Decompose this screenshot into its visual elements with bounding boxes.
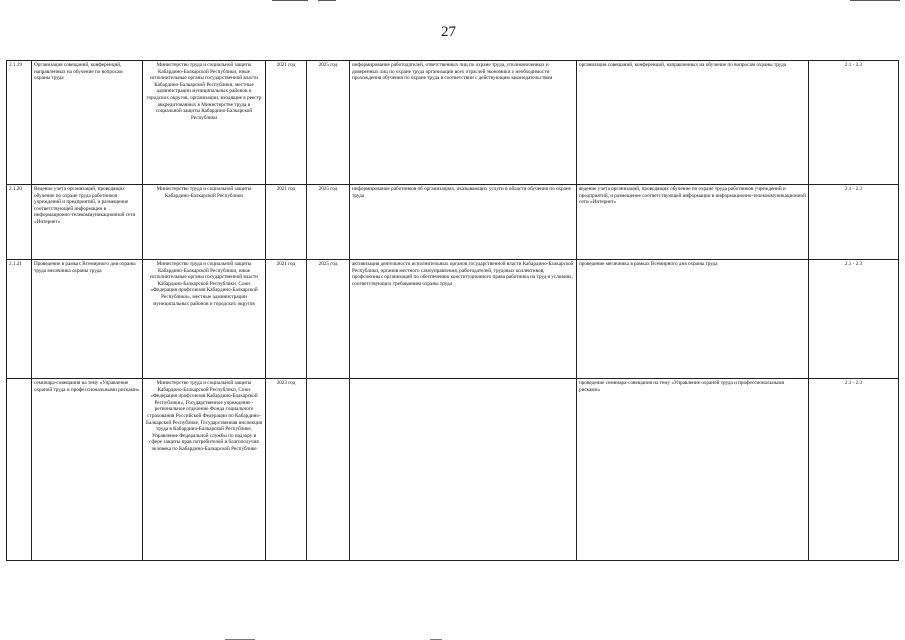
cell-activity: Организация совещаний, конференций, направленных на обучение по вопросам охраны труда: [32, 61, 143, 185]
cell-indicator: проведение семинара-совещания на тему «Управление охраной труда и профессиональными рисками»: [577, 379, 809, 561]
cell-expected-result: активизация деятельности исполнительных органов государственной власти Кабардино-Балкарской Республики, органов местного самоуправления, работодателей, трудовых коллективов, профсоюзных организаций по обеспечению конституционного права работника на труд в условиях, соответствующих требованиям охраны труда: [350, 260, 577, 379]
cell-expected-result: [350, 379, 577, 561]
table-row: [7, 185, 899, 260]
cell-start-year: 2021 год: [266, 260, 307, 379]
cell-end-year: 2025 год: [307, 260, 350, 379]
table-row: [7, 61, 899, 185]
page-number: 27: [441, 24, 456, 40]
top-scan-mark-2: [318, 0, 336, 1]
cell-number: 2.1.19: [7, 61, 32, 185]
cell-start-year: 2021 год: [266, 185, 307, 260]
cell-number: 2.1.21: [7, 260, 32, 379]
cell-goal-link: 2.1 - 2.3: [809, 61, 899, 185]
cell-executor: Министерство труда и социальной защиты Кабардино-Балкарской Республики, иные исполнительные органы государственной власти Кабардино-Балкарской Республики, местные администрации муниципальных районов и городских округов, организации, входящие в реестр аккредитованных в Министерстве труда и социальной защиты Кабардино-Балкарской Республики: [143, 61, 266, 185]
cell-number: 2.1.20: [7, 185, 32, 260]
cell-expected-result: информирование работодателей, ответственных лиц по охране труда, уполномоченных и доверенных лиц по охране труда организации всех отраслей экономики о необходимости прохождения обучения по охране труда в соответствии с действующим законодательством: [350, 61, 577, 185]
top-scan-mark-3: [850, 0, 900, 1]
cell-executor: Министерство труда и социальной защиты Кабардино-Балкарской Республики, иные исполнительные органы государственной власти Кабардино-Балкарской Республики, Союз «Федерация профсоюзов Кабардино-Балкарской Республики», местные администрации муниципальных районов и городских округов: [143, 260, 266, 379]
cell-start-year: 2023 год: [266, 379, 307, 561]
cell-end-year: 2025 год: [307, 61, 350, 185]
cell-activity: семинара-совещания на тему «Управление охраной труда и профессиональными рисками»: [32, 379, 143, 561]
top-scan-mark-1: [272, 0, 308, 1]
cell-goal-link: 2.1 - 2.3: [809, 185, 899, 260]
cell-start-year: 2021 год: [266, 61, 307, 185]
cell-number: [7, 379, 32, 561]
cell-expected-result: информирование работников об организациях, оказывающих услуги в области обучения по охране труда: [350, 185, 577, 260]
cell-goal-link: 2.1 - 2.3: [809, 260, 899, 379]
cell-end-year: 2025 год: [307, 185, 350, 260]
cell-executor: Министерство труда и социальной защиты Кабардино-Балкарской Республики: [143, 185, 266, 260]
cell-indicator: проведение месячника в рамках Всемирного дня охраны труда: [577, 260, 809, 379]
cell-activity: Проведение в рамках Всемирного дня охраны труда месячника охраны труда: [32, 260, 143, 379]
cell-end-year: [307, 379, 350, 561]
cell-indicator: ведение учета организаций, проводящих обучение по охране труда работников учреждений и предприятий, и размещение соответствующей информации в информационно-телекоммуникационной сети «Интернет»: [577, 185, 809, 260]
cell-executor: Министерство труда и социальной защиты Кабардино-Балкарской Республики, Союз «Федерация профсоюзов Кабардино-Балкарской Республики», Государственное учреждение - региональное отделение Фонда социального страхования Российской Федерации по Кабардино-Балкарской Республике, Государственная инспекция труда в Кабардино-Балкарской Республике, Управление Федеральной службы по надзору в сфере защиты прав потребителей и благополучия человека по Кабардино-Балкарской Республике: [143, 379, 266, 561]
table-row: [7, 260, 899, 379]
table-row: [7, 379, 899, 561]
cell-activity: Ведение учета организаций, проводящих обучение по охране труда работников учреждений и предприятий, и размещение соответствующей информации в информационно-телекоммуникационной сети «Интернет»: [32, 185, 143, 260]
cell-indicator: организация совещаний, конференций, направленных на обучение по вопросам охраны труда: [577, 61, 809, 185]
plan-table: [6, 60, 899, 561]
cell-goal-link: 2.1 - 2.3: [809, 379, 899, 561]
